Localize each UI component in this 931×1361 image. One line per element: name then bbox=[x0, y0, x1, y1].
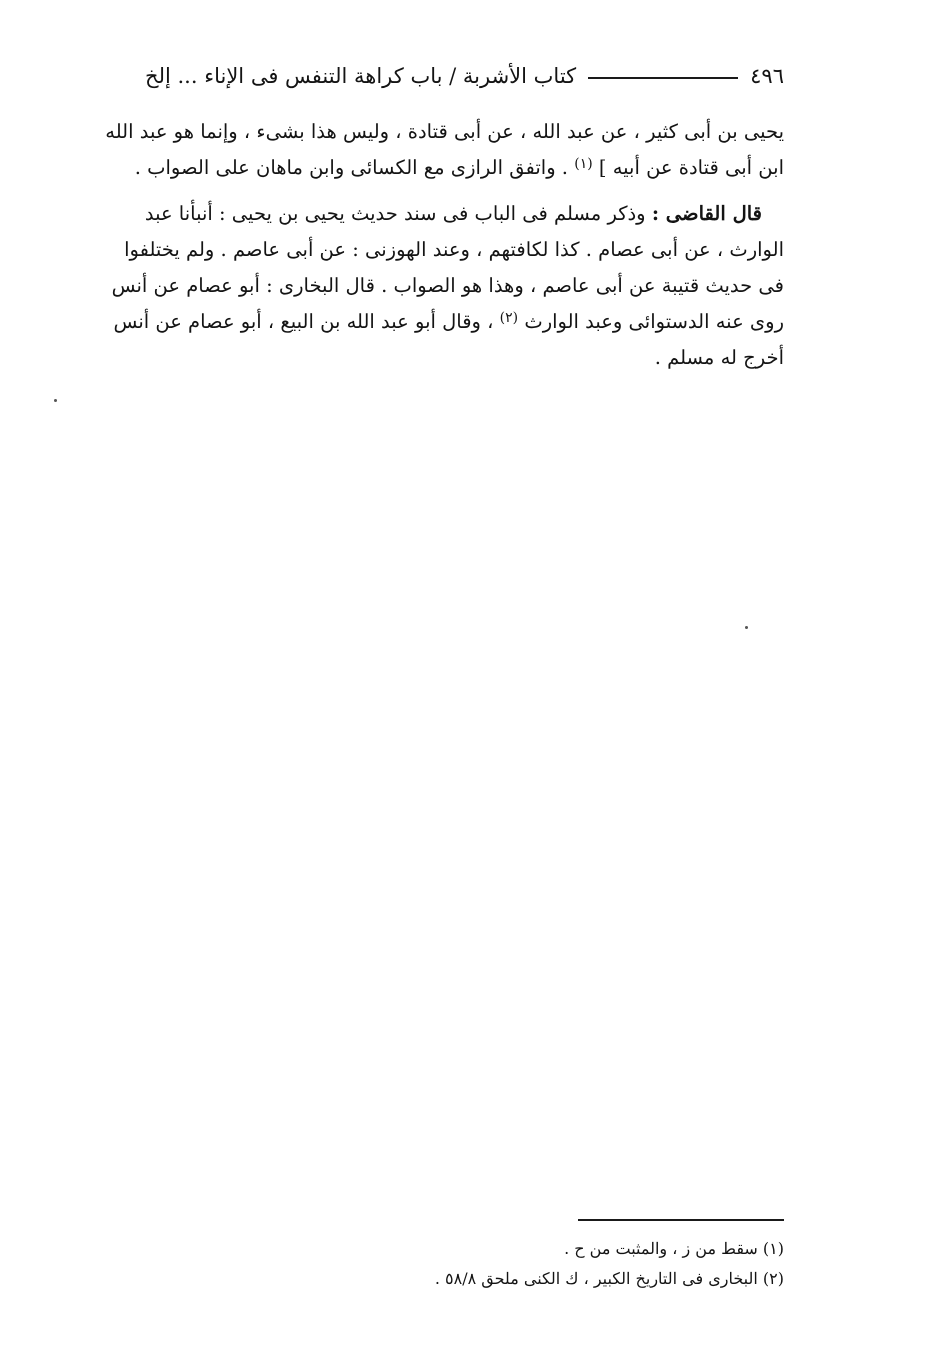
text-line bbox=[48, 150, 784, 186]
paragraph-label: قال القاضى : bbox=[651, 202, 762, 225]
text-line: يحيى بن أبى كثير ، عن عبد الله ، عن أبى قتادة ، وليس هذا بشىء ، وإنما هو عبد الله bbox=[105, 120, 784, 143]
text-line: الوارث ، عن أبى عصام . كذا لكافتهم ، وعند الهوزنى : عن أبى عاصم . ولم يختلفوا bbox=[124, 238, 784, 261]
text-fragment: . واتفق الرازى مع الكسائى وابن ماهان على الصواب . bbox=[134, 156, 569, 179]
text-line: فى حديث قتيبة عن أبى عاصم ، وهذا هو الصواب . قال البخارى : أبو عصام عن أنس bbox=[111, 274, 784, 297]
main-text bbox=[48, 114, 784, 376]
text-fragment: وذكر مسلم فى الباب فى سند حديث يحيى بن يحيى : أنبأنا عبد bbox=[144, 202, 646, 225]
footnote-marker: (١) bbox=[574, 156, 593, 172]
header-rule bbox=[588, 77, 738, 79]
text-line bbox=[48, 196, 784, 232]
scan-speck bbox=[54, 399, 57, 402]
text-line: أخرج له مسلم . bbox=[654, 346, 784, 369]
text-fragment: ابن أبى قتادة عن أبيه ] bbox=[598, 156, 784, 179]
running-title: كتاب الأشربة / باب كراهة التنفس فى الإناء ... إلخ bbox=[145, 64, 577, 88]
footnote-2: (٢) البخارى فى التاريخ الكبير ، ك الكنى ملحق ٥٨/٨ . bbox=[434, 1269, 784, 1288]
scan-speck bbox=[745, 626, 748, 629]
text-fragment: روى عنه الدستوائى وعبد الوارث bbox=[524, 310, 784, 333]
text-fragment: ، وقال أبو عبد الله بن البيع ، أبو عصام عن أنس bbox=[113, 310, 494, 333]
text-line bbox=[48, 304, 784, 340]
paragraph-gap bbox=[48, 186, 784, 196]
footnotes bbox=[300, 1234, 784, 1294]
page-header bbox=[48, 58, 784, 94]
footnote-marker: (٢) bbox=[499, 310, 519, 326]
footnote-1: (١) سقط من ز ، والمثبت من ح . bbox=[564, 1239, 784, 1258]
footnote-separator bbox=[578, 1219, 784, 1221]
page-number: ٤٩٦ bbox=[750, 64, 784, 88]
